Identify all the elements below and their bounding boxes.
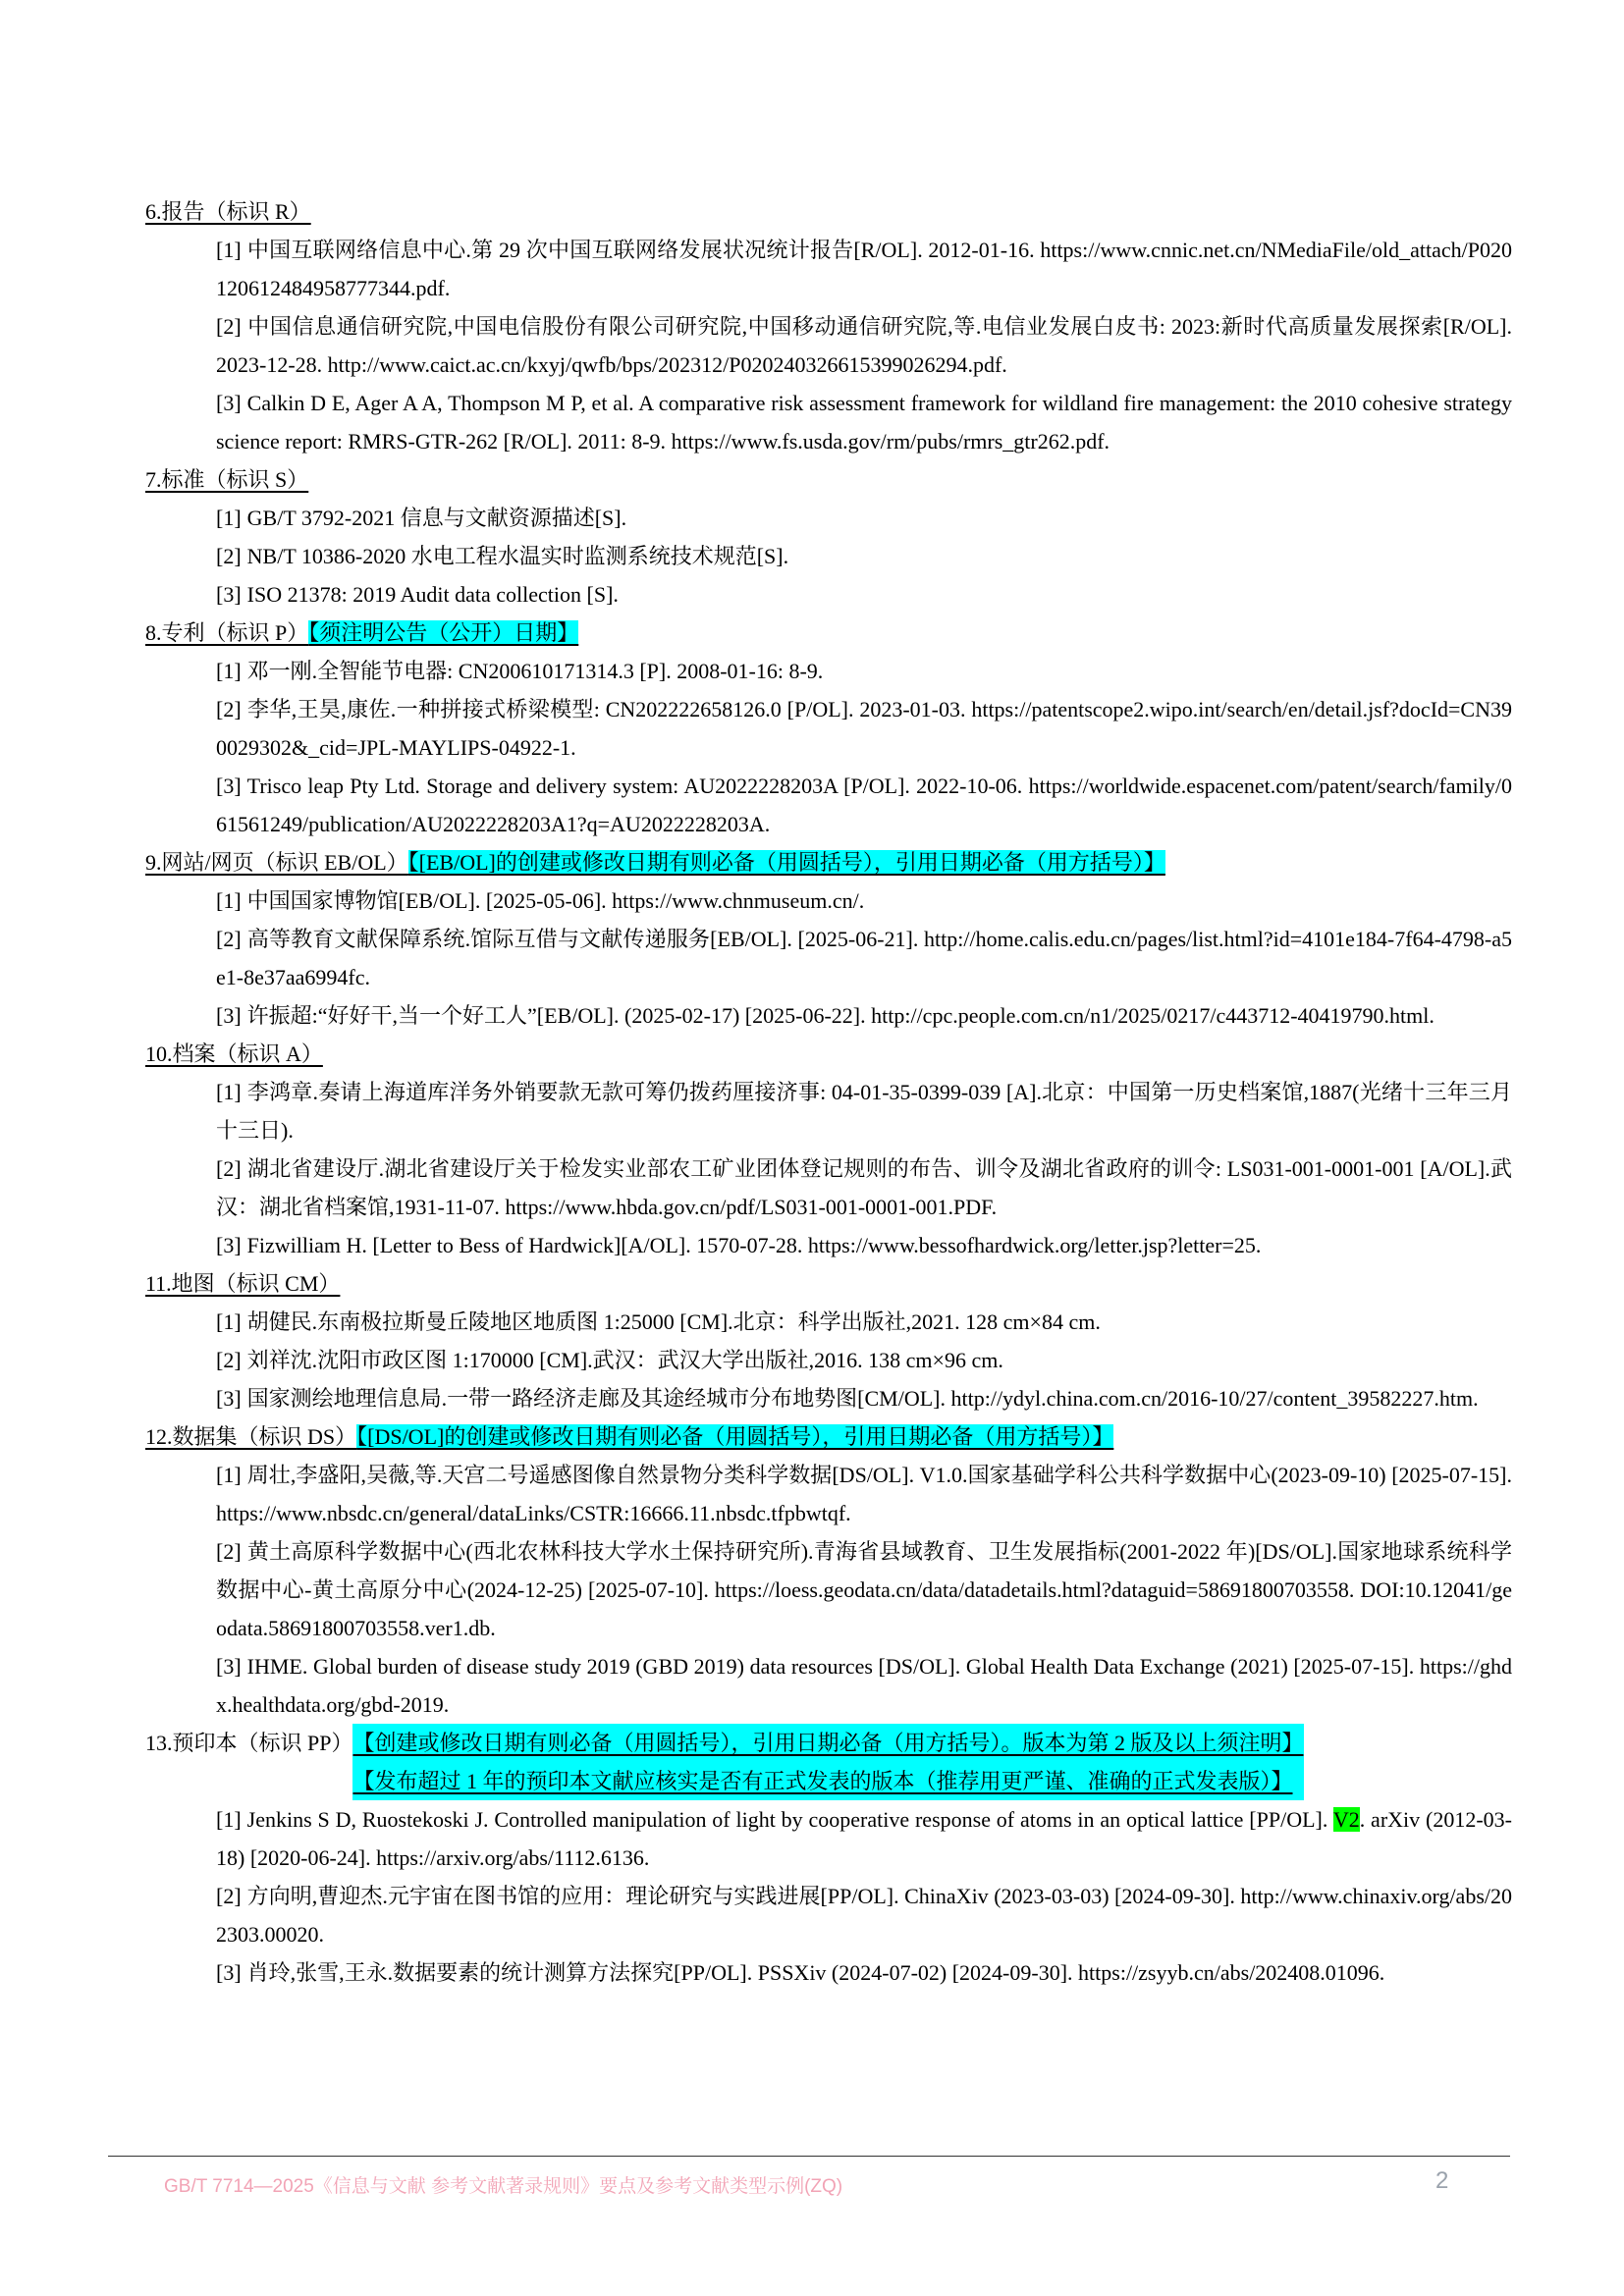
- entry-text: 中国信息通信研究院,中国电信股份有限公司研究院,中国移动通信研究院,等.电信业发展白皮书: 2023:新时代高质量发展探索[R/OL]. 2023-12-28.: [216, 314, 1512, 377]
- entry-number: [1]: [216, 888, 242, 913]
- entry-number: [2]: [216, 314, 242, 339]
- section-heading: [145, 1724, 1512, 1800]
- entry-url[interactable]: https://ghdx.healthdata.org/gbd-2019.: [216, 1654, 1512, 1717]
- reference-entry: [216, 1532, 1512, 1647]
- entry-text: Jenkins S D, Ruostekoski J. Controlled manipulation of light by cooperative response of atoms in an optical lattice [PP/OL].: [246, 1807, 1333, 1832]
- reference-entry: [216, 1341, 1512, 1379]
- entry-text: Fizwilliam H. [Letter to Bess of Hardwick][A/OL]. 1570-07-28.: [246, 1233, 808, 1257]
- section-notes: [352, 1724, 1303, 1800]
- reference-entry: [216, 307, 1512, 384]
- section-heading: [145, 192, 1512, 231]
- entry-url[interactable]: https://www.fs.usda.gov/rm/pubs/rmrs_gtr262.pdf.: [671, 429, 1110, 454]
- entry-text: 高等教育文献保障系统.馆际互借与文献传递服务[EB/OL]. [2025-06-21].: [246, 927, 925, 951]
- entry-number: [2]: [216, 1539, 242, 1564]
- reference-entry: [216, 499, 1512, 537]
- reference-section: [145, 614, 1512, 843]
- entry-url[interactable]: https://loess.geodata.cn/data/datadetails.html?dataguid=58691800703558. DOI:10.12041/geodata.58691800703558.ver1.db.: [216, 1577, 1512, 1640]
- entry-url[interactable]: https://worldwide.espacenet.com/patent/search/family/061561249/publication/AU2022228203A1?q=AU2022228203A.: [216, 774, 1512, 836]
- entry-number: [2]: [216, 1884, 242, 1908]
- entry-number: [3]: [216, 1386, 242, 1411]
- entry-text: 周壮,李盛阳,吴薇,等.天宫二号遥感图像自然景物分类科学数据[DS/OL]. V1.0.国家基础学科公共科学数据中心(2023-09-10) [2025-07-15].: [246, 1463, 1512, 1487]
- entry-text: 李鸿章.奏请上海道库洋务外销要款无款可筹仍拨药厘接济事: 04-01-35-0399-039 [A].北京：中国第一历史档案馆,1887(光绪十三年三月十三日).: [216, 1080, 1512, 1143]
- entry-text: 湖北省建设厅.湖北省建设厅关于检发实业部农工矿业团体登记规则的布告、训令及湖北省政府的训令: LS031-001-0001-001 [A/OL].武汉：湖北省档案馆,1931-11-07.: [216, 1156, 1512, 1219]
- entry-number: [2]: [216, 544, 242, 568]
- entry-url[interactable]: https://patentscope2.wipo.int/search/en/detail.jsf?docId=CN390029302&_cid=JPL-MAYLIPS-04922-1.: [216, 697, 1512, 760]
- entry-text: 刘祥沈.沈阳市政区图 1:170000 [CM].武汉：武汉大学出版社,2016. 138 cm×96 cm.: [246, 1348, 1003, 1372]
- reference-section: [145, 1417, 1512, 1724]
- reference-entry: [216, 767, 1512, 843]
- section-title: 8.专利（标识 P）: [145, 620, 309, 645]
- entry-number: [2]: [216, 1156, 242, 1181]
- entry-number: [3]: [216, 1233, 242, 1257]
- document-body: [145, 192, 1512, 1992]
- reference-entry: [216, 575, 1512, 614]
- entry-url[interactable]: https://www.hbda.gov.cn/pdf/LS031-001-0001-001.PDF.: [505, 1195, 998, 1219]
- entry-number: [1]: [216, 506, 242, 530]
- entry-number: [3]: [216, 1003, 242, 1028]
- reference-section: [145, 1035, 1512, 1264]
- version-highlight: V2: [1332, 1807, 1360, 1832]
- entry-url[interactable]: http://www.caict.ac.cn/kxyj/qwfb/bps/202312/P020240326615399026294.pdf.: [327, 352, 1007, 377]
- entry-text: NB/T 10386-2020 水电工程水温实时监测系统技术规范[S].: [246, 544, 789, 568]
- entry-number: [3]: [216, 391, 242, 415]
- reference-entry: [216, 1226, 1512, 1264]
- section-title: 11.地图（标识 CM）: [145, 1271, 341, 1296]
- entry-text: 邓一刚.全智能节电器: CN200610171314.3 [P]. 2008-01-16: 8-9.: [246, 659, 824, 683]
- entry-text: Trisco leap Pty Ltd. Storage and delivery system: AU2022228203A [P/OL]. 2022-10-06.: [246, 774, 1029, 798]
- reference-entry: [216, 1149, 1512, 1226]
- section-title: 6.报告（标识 R）: [145, 199, 311, 224]
- entry-text: Calkin D E, Ager A A, Thompson M P, et al. A comparative risk assessment framework for wildland fire management: the 2010 cohesive strategy science report: RMRS-GTR-262 [R/OL]. 2011: 8-9.: [216, 391, 1512, 454]
- entry-url[interactable]: https://www.bessofhardwick.org/letter.jsp?letter=25.: [807, 1233, 1262, 1257]
- reference-section: [145, 192, 1512, 460]
- entry-number: [1]: [216, 659, 242, 683]
- reference-entry: [216, 1379, 1512, 1417]
- entry-text: 方向明,曹迎杰.元宇宙在图书馆的应用：理论研究与实践进展[PP/OL]. ChinaXiv (2023-03-03) [2024-09-30].: [246, 1884, 1241, 1908]
- entry-url[interactable]: http://cpc.people.com.cn/n1/2025/0217/c443712-40419790.html.: [871, 1003, 1435, 1028]
- section-heading: [145, 1035, 1512, 1073]
- entry-text-after: . arXiv (2012-03-18) [2020-06-24].: [216, 1807, 1512, 1870]
- reference-entry: [216, 537, 1512, 575]
- entry-text: 中国互联网络信息中心.第 29 次中国互联网络发展状况统计报告[R/OL]. 2012-01-16.: [246, 238, 1041, 262]
- reference-entry: [216, 920, 1512, 996]
- section-note: 【须注明公告（公开）日期】: [308, 620, 579, 645]
- entry-url[interactable]: https://www.chnmuseum.cn/.: [612, 888, 865, 913]
- reference-section: [145, 843, 1512, 1035]
- entry-text: ISO 21378: 2019 Audit data collection [S].: [246, 582, 619, 607]
- section-title: 7.标准（标识 S）: [145, 467, 309, 492]
- entry-number: [1]: [216, 1080, 242, 1104]
- reference-entry: [216, 1877, 1512, 1953]
- section-note: 【创建或修改日期有则必备（用圆括号），引用日期必备（用方括号）。版本为第 2 版及以上须注明】: [352, 1724, 1303, 1762]
- page-number: 2: [1435, 2167, 1449, 2194]
- reference-section: [145, 460, 1512, 614]
- entry-url[interactable]: http://www.chinaxiv.org/abs/202303.00020.: [216, 1884, 1512, 1947]
- section-title: 12.数据集（标识 DS）: [145, 1424, 357, 1449]
- entry-text: 中国国家博物馆[EB/OL]. [2025-05-06].: [246, 888, 613, 913]
- section-title: 9.网站/网页（标识 EB/OL）: [145, 850, 408, 875]
- reference-entry: [216, 1953, 1512, 1992]
- entry-number: [3]: [216, 582, 242, 607]
- entry-url[interactable]: https://arxiv.org/abs/1112.6136.: [376, 1845, 650, 1870]
- entry-text: 胡健民.东南极拉斯曼丘陵地区地质图 1:25000 [CM].北京：科学出版社,2021. 128 cm×84 cm.: [246, 1309, 1101, 1334]
- entry-text: 许振超:“好好干,当一个好工人”[EB/OL]. (2025-02-17) [2025-06-22].: [246, 1003, 872, 1028]
- section-title: 13.预印本（标识 PP）: [145, 1731, 353, 1755]
- section-title: 10.档案（标识 A）: [145, 1041, 323, 1066]
- entry-url[interactable]: https://zsyyb.cn/abs/202408.01096.: [1078, 1960, 1385, 1985]
- footer-text: GB/T 7714—2025《信息与文献 参考文献著录规则》要点及参考文献类型示例(ZQ): [164, 2176, 843, 2197]
- reference-entry: [216, 1303, 1512, 1341]
- entry-url[interactable]: http://home.calis.edu.cn/pages/list.html?id=4101e184-7f64-4798-a5e1-8e37aa6994fc.: [216, 927, 1512, 989]
- section-heading: [145, 843, 1512, 881]
- entry-url[interactable]: http://ydyl.china.com.cn/2016-10/27/content_39582227.htm.: [950, 1386, 1479, 1411]
- reference-entry: [216, 1073, 1512, 1149]
- section-heading: [145, 614, 1512, 652]
- entry-text: 肖玲,张雪,王永.数据要素的统计测算方法探究[PP/OL]. PSSXiv (2024-07-02) [2024-09-30].: [246, 1960, 1079, 1985]
- entry-url[interactable]: https://www.nbsdc.cn/general/dataLinks/CSTR:16666.11.nbsdc.tfpbwtqf.: [216, 1501, 851, 1525]
- entry-text: 国家测绘地理信息局.一带一路经济走廊及其途经城市分布地势图[CM/OL].: [246, 1386, 951, 1411]
- reference-entry: [216, 690, 1512, 767]
- reference-section: [145, 1264, 1512, 1417]
- section-note: 【[DS/OL]的创建或修改日期有则必备（用圆括号），引用日期必备（用方括号）】: [356, 1424, 1114, 1449]
- entry-url[interactable]: https://www.cnnic.net.cn/NMediaFile/old_attach/P020120612484958777344.pdf.: [216, 238, 1512, 300]
- reference-entry: [216, 384, 1512, 460]
- entry-text: 黄土高原科学数据中心(西北农林科技大学水土保持研究所).青海省县域教育、卫生发展指标(2001-2022 年)[DS/OL].国家地球系统科学数据中心-黄土高原分中心(2024-12-25) [2025-07-10].: [216, 1539, 1512, 1602]
- entry-number: [3]: [216, 1654, 242, 1679]
- reference-entry: [216, 1456, 1512, 1532]
- entry-number: [2]: [216, 1348, 242, 1372]
- reference-entry: [216, 1647, 1512, 1724]
- reference-entry: [216, 231, 1512, 307]
- section-note: 【发布超过 1 年的预印本文献应核实是否有正式发表的版本（推荐用更严谨、准确的正式发表版）】: [352, 1762, 1303, 1800]
- section-note: 【[EB/OL]的创建或修改日期有则必备（用圆括号），引用日期必备（用方括号）】: [407, 850, 1165, 875]
- entry-number: [1]: [216, 238, 242, 262]
- reference-entry: [216, 652, 1512, 690]
- section-heading: [145, 1264, 1512, 1303]
- entry-text: GB/T 3792-2021 信息与文献资源描述[S].: [246, 506, 627, 530]
- reference-entry: [216, 1800, 1512, 1877]
- entry-number: [1]: [216, 1807, 242, 1832]
- footer-rule: [108, 2156, 1510, 2157]
- reference-section: [145, 1724, 1512, 1992]
- section-heading: [145, 1417, 1512, 1456]
- entry-text: IHME. Global burden of disease study 2019 (GBD 2019) data resources [DS/OL]. Global Health Data Exchange (2021) [2025-07-15].: [246, 1654, 1420, 1679]
- section-heading: [145, 460, 1512, 499]
- entry-number: [2]: [216, 697, 242, 721]
- entry-number: [1]: [216, 1463, 242, 1487]
- entry-text: 李华,王昊,康佐.一种拼接式桥梁模型: CN202222658126.0 [P/OL]. 2023-01-03.: [246, 697, 972, 721]
- entry-number: [3]: [216, 774, 242, 798]
- entry-number: [3]: [216, 1960, 242, 1985]
- reference-entry: [216, 996, 1512, 1035]
- reference-entry: [216, 881, 1512, 920]
- entry-number: [2]: [216, 927, 242, 951]
- entry-number: [1]: [216, 1309, 242, 1334]
